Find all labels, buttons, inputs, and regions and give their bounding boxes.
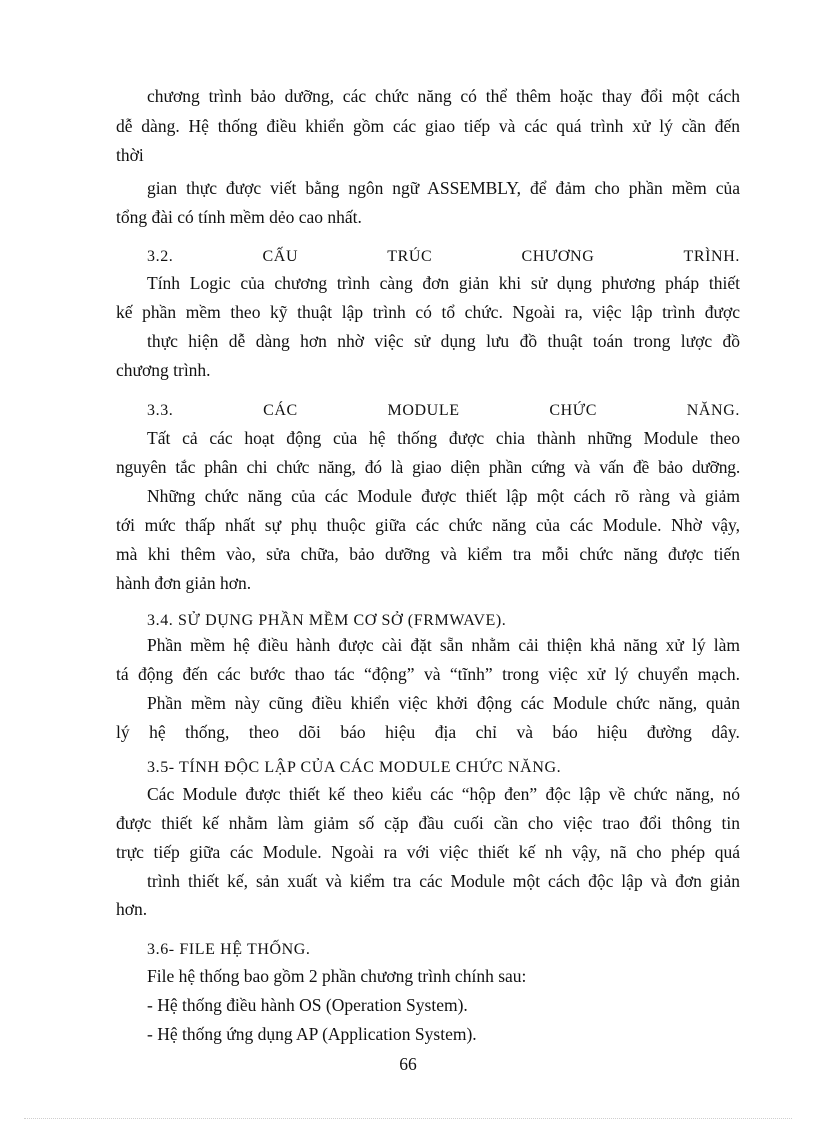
word: theo bbox=[248, 722, 279, 742]
section-3-6-line-1: File hệ thống bao gồm 2 phần chương trình chính sau: bbox=[147, 966, 527, 986]
section-3-5-heading: 3.5- TÍNH ĐỘC LẬP CỦA CÁC MODULE CHỨC NĂNG. bbox=[147, 759, 562, 776]
heading-word: CHỨC bbox=[549, 402, 598, 419]
word: báo bbox=[552, 722, 578, 742]
word: báo bbox=[340, 722, 366, 742]
word: địa bbox=[434, 722, 457, 742]
heading-word: MODULE bbox=[387, 402, 460, 419]
section-3-3-line-4: tới mức thấp nhất sự phụ thuộc giữa các chức năng của các Module. Nhờ vậy, bbox=[116, 515, 740, 535]
section-3-4-line-3: Phần mềm này cũng điều khiển việc khởi động các Module chức năng, quản bbox=[147, 693, 740, 713]
word: đường bbox=[646, 722, 692, 742]
section-3-3-line-3: Những chức năng của các Module được thiết lập một cách rõ ràng và giảm bbox=[147, 486, 740, 506]
page-bottom-rule bbox=[24, 1118, 792, 1119]
section-3-4-line-2: tá động đến các bước thao tác “động” và “tĩnh” trong việc xử lý chuyển mạch. bbox=[116, 664, 740, 684]
word: hệ bbox=[149, 722, 166, 742]
paragraph-2-line-2: tổng đài có tính mềm dẻo cao nhất. bbox=[116, 207, 362, 227]
section-3-5-line-5: hơn. bbox=[116, 899, 148, 919]
section-3-2-line-4: chương trình. bbox=[116, 360, 211, 380]
section-3-5-line-2: được thiết kế nhằm làm giảm số cặp đầu cuối cần cho việc trao đổi thông tin bbox=[116, 813, 740, 833]
section-3-6-heading: 3.6- FILE HỆ THỐNG. bbox=[147, 941, 311, 958]
heading-word: NĂNG. bbox=[686, 402, 740, 419]
section-3-5-line-4: trình thiết kế, sản xuất và kiểm tra các Module một cách độc lập và đơn giản bbox=[147, 871, 740, 891]
page-number: 66 bbox=[399, 1054, 417, 1074]
heading-word: CÁC bbox=[263, 402, 298, 419]
section-3-3-heading bbox=[147, 400, 740, 422]
section-3-6-line-2: - Hệ thống điều hành OS (Operation System). bbox=[147, 995, 468, 1015]
section-3-5-line-1: Các Module được thiết kế theo kiểu các “hộp đen” độc lập về chức năng, nó bbox=[147, 784, 740, 804]
word: hiệu bbox=[597, 722, 628, 742]
section-3-3-line-2: nguyên tắc phân chi chức năng, đó là giao diện phần cứng và vấn đề bảo dưỡng. bbox=[116, 457, 740, 477]
section-3-2-line-2: kế phần mềm theo kỹ thuật lập trình có tổ chức. Ngoài ra, việc lập trình được bbox=[116, 302, 740, 322]
section-3-3-line-5: mà khi thêm vào, sửa chữa, bảo dưỡng và kiểm tra mỗi chức năng được tiến bbox=[116, 544, 740, 564]
word: chỉ bbox=[475, 722, 497, 742]
word: lý bbox=[116, 722, 130, 742]
paragraph-1-line-3: thời bbox=[116, 145, 144, 165]
word: dõi bbox=[298, 722, 321, 742]
word: và bbox=[516, 722, 534, 742]
heading-word: TRÚC bbox=[387, 248, 433, 265]
paragraph-1-line-1: chương trình bảo dưỡng, các chức năng có thể thêm hoặc thay đổi một cách bbox=[147, 86, 740, 106]
section-3-3-line-1: Tất cả các hoạt động của hệ thống được chia thành những Module theo bbox=[147, 428, 740, 448]
word: thống, bbox=[185, 722, 230, 742]
heading-word: TRÌNH. bbox=[683, 248, 740, 265]
word: hiệu bbox=[385, 722, 416, 742]
section-3-2-line-1: Tính Logic của chương trình càng đơn giản khi sử dụng phương pháp thiết bbox=[147, 273, 740, 293]
section-3-6-line-3: - Hệ thống ứng dụng AP (Application System). bbox=[147, 1024, 477, 1044]
heading-word: CẤU bbox=[262, 248, 299, 265]
paragraph-1-line-2: dễ dàng. Hệ thống điều khiển gồm các giao tiếp và các quá trình xử lý cần đến bbox=[116, 116, 740, 136]
section-3-4-line-4 bbox=[116, 721, 740, 743]
section-3-2-heading bbox=[147, 246, 740, 268]
section-3-5-line-3: trực tiếp giữa các Module. Ngoài ra với việc thiết kế nh vậy, nã cho phép quá bbox=[116, 842, 740, 862]
word: dây. bbox=[711, 722, 740, 742]
heading-word: CHƯƠNG bbox=[521, 248, 595, 265]
section-3-3-line-6: hành đơn giản hơn. bbox=[116, 573, 252, 593]
heading-word: 3.3. bbox=[147, 402, 174, 419]
paragraph-2-line-1: gian thực được viết bằng ngôn ngữ ASSEMBLY, để đảm cho phần mềm của bbox=[147, 178, 740, 198]
heading-word: 3.2. bbox=[147, 248, 174, 265]
section-3-2-line-3: thực hiện dễ dàng hơn nhờ việc sử dụng lưu đồ thuật toán trong lược đồ bbox=[147, 331, 740, 351]
section-3-4-heading: 3.4. SỬ DỤNG PHẦN MỀM CƠ SỞ (FRMWAVE). bbox=[147, 612, 507, 629]
section-3-4-line-1: Phần mềm hệ điều hành được cài đặt sẵn nhằm cải thiện khả năng xử lý làm bbox=[147, 635, 740, 655]
